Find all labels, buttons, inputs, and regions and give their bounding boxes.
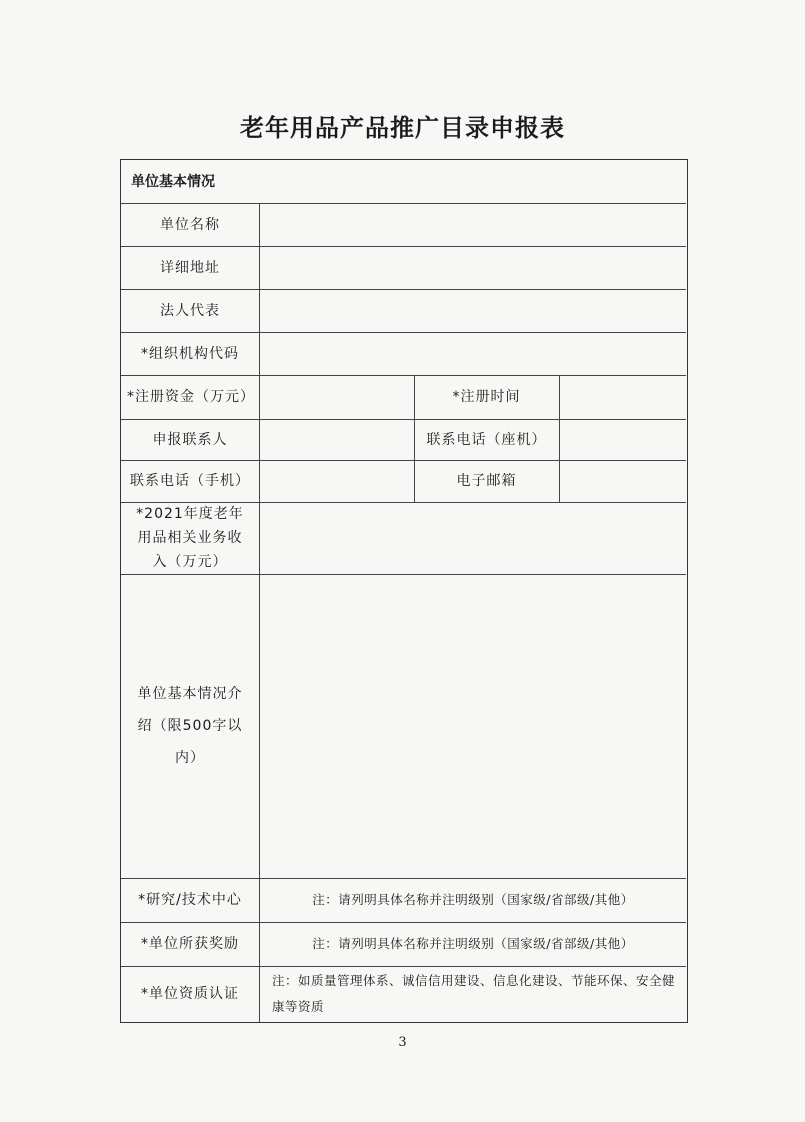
reg-capital-field[interactable] xyxy=(260,376,414,419)
qualification-label: *单位资质认证 xyxy=(141,986,239,1002)
awards-note[interactable]: 注：请列明具体名称并注明级别（国家级/省部级/其他） xyxy=(312,936,634,951)
email-label: 电子邮箱 xyxy=(456,473,517,489)
email-field[interactable] xyxy=(560,461,686,502)
qualification-note[interactable]: 注：如质量管理体系、诚信信用建设、信息化建设、节能环保、安全健康等资质 xyxy=(272,973,676,1014)
org-code-label: *组织机构代码 xyxy=(141,345,239,362)
address-field[interactable] xyxy=(260,247,686,289)
mobile-field[interactable] xyxy=(260,461,414,502)
mobile-label: 联系电话（手机） xyxy=(130,473,250,489)
contact-person-field[interactable] xyxy=(260,420,414,460)
address-label: 详细地址 xyxy=(160,259,220,276)
application-form-table xyxy=(120,159,688,1023)
reg-time-label: *注册时间 xyxy=(452,389,521,405)
intro-label: 单位基本情况介绍（限500字以内） xyxy=(137,686,243,766)
reg-capital-label: *注册资金（万元） xyxy=(127,389,255,405)
legal-rep-field[interactable] xyxy=(260,290,686,332)
revenue-field[interactable] xyxy=(260,503,686,574)
landline-label: 联系电话（座机） xyxy=(426,431,547,448)
rd-center-note[interactable]: 注：请列明具体名称并注明级别（国家级/省部级/其他） xyxy=(312,892,634,907)
page-title: 老年用品产品推广目录申报表 xyxy=(240,114,565,142)
org-code-field[interactable] xyxy=(260,333,686,375)
reg-time-field[interactable] xyxy=(560,376,686,419)
legal-rep-label: 法人代表 xyxy=(160,302,220,319)
contact-person-label: 申报联系人 xyxy=(152,431,228,448)
section-header: 单位基本情况 xyxy=(131,173,215,190)
page-number: 3 xyxy=(398,1035,407,1050)
rd-center-label: *研究/技术中心 xyxy=(138,892,242,908)
awards-label: *单位所获奖励 xyxy=(141,936,239,952)
revenue-label: *2021年度老年用品相关业务收入（万元） xyxy=(136,506,244,570)
landline-field[interactable] xyxy=(560,420,686,460)
unit-name-label: 单位名称 xyxy=(160,216,220,233)
unit-name-field[interactable] xyxy=(260,204,686,246)
intro-field[interactable] xyxy=(260,575,686,878)
